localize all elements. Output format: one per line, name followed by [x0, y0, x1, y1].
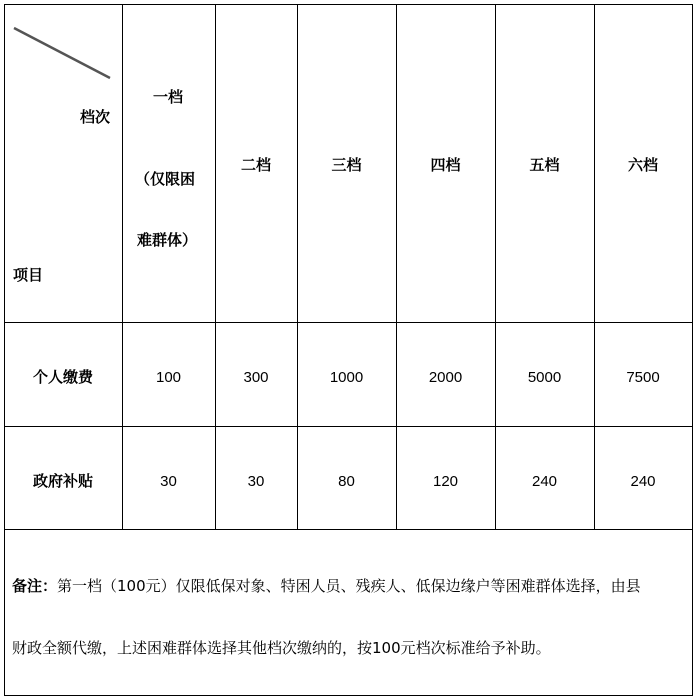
table-col-divider-4 — [396, 4, 397, 530]
note-label: 备注： — [12, 577, 58, 595]
tier5-header: 五档 — [529, 155, 560, 174]
table-col-divider-5 — [495, 4, 496, 530]
table-border-row1-bottom — [4, 426, 693, 427]
tier1-header-line2: （仅限困 — [135, 170, 196, 188]
table-border-left — [4, 4, 5, 696]
personal-contribution-tier6: 7500 — [626, 368, 660, 386]
personal-contribution-tier1: 100 — [155, 368, 182, 386]
government-subsidy-tier4: 120 — [432, 472, 459, 490]
table-col-divider-1 — [122, 4, 123, 530]
corner-diagonal-line — [5, 5, 122, 95]
corner-label-item: 项目 — [13, 266, 44, 284]
note-text-line1: 第一档（100元）仅限低保对象、特困人员、残疾人、低保边缘户等困难群体选择，由县 — [57, 577, 641, 595]
government-subsidy-tier6: 240 — [630, 472, 656, 490]
table-border-right — [692, 4, 693, 696]
table-border-row2-bottom — [4, 529, 693, 530]
personal-contribution-tier5: 5000 — [527, 368, 562, 386]
table-col-divider-3 — [297, 4, 298, 530]
tier2-header: 二档 — [240, 155, 271, 174]
government-subsidy-tier1: 30 — [160, 472, 177, 490]
government-subsidy-tier5: 240 — [531, 472, 558, 490]
government-subsidy-tier2: 30 — [247, 472, 265, 490]
government-subsidy-tier3: 80 — [338, 472, 355, 490]
note-line1 — [12, 575, 641, 596]
row-label-personal-contribution: 个人缴费 — [32, 367, 93, 386]
note-line2: 财政全额代缴，上述困难群体选择其他档次缴纳的，按100元档次标准给予补助。 — [12, 639, 551, 657]
tier4-header: 四档 — [430, 155, 461, 174]
tier3-header: 三档 — [331, 155, 362, 174]
personal-contribution-tier4: 2000 — [428, 368, 463, 386]
tier1-header-line3: 难群体） — [137, 231, 198, 249]
personal-contribution-tier3: 1000 — [329, 368, 364, 386]
table-col-divider-2 — [215, 4, 216, 530]
table-border-header-bottom — [4, 322, 693, 323]
table-border-bottom — [4, 695, 693, 696]
table-col-divider-6 — [594, 4, 595, 530]
tier6-header: 六档 — [627, 155, 658, 174]
personal-contribution-tier2: 300 — [243, 368, 269, 386]
corner-label-tier: 档次 — [80, 108, 111, 126]
row-label-government-subsidy: 政府补贴 — [32, 471, 93, 490]
tier1-header-line1: 一档 — [153, 88, 184, 106]
